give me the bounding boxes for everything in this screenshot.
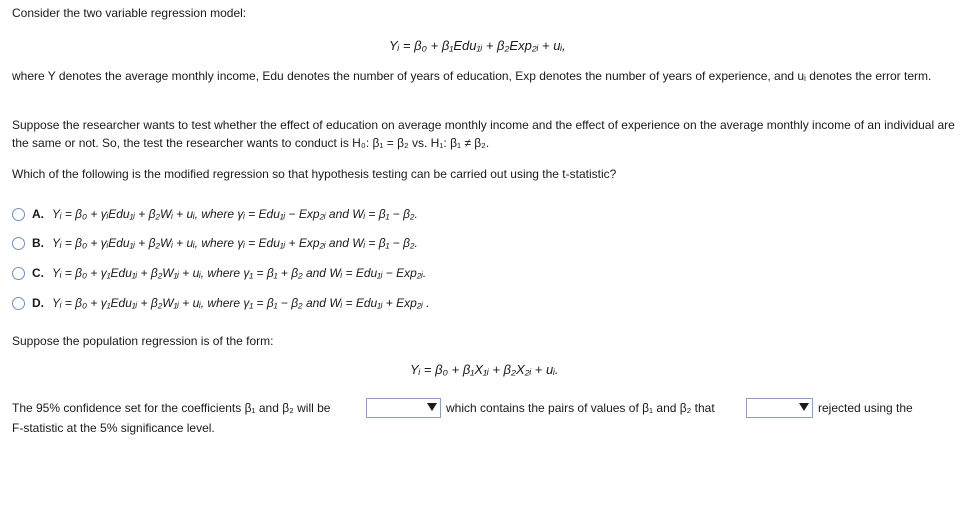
option-b-letter: B. [32, 236, 44, 250]
chevron-down-icon [427, 403, 437, 411]
confidence-text-3: rejected using the [818, 401, 913, 415]
radio-b[interactable] [12, 237, 25, 250]
option-c-letter: C. [32, 266, 44, 280]
radio-a[interactable] [12, 208, 25, 221]
intro-text: Consider the two variable regression model: [12, 6, 247, 20]
chevron-down-icon [799, 403, 809, 411]
hypothesis-text: Suppose the researcher wants to test whether the effect of education on average monthly income and the effect of experience on the average monthly income of an individual are the same or not. So, the test the researcher wants to conduct is H₀: β₁ = β₂ vs. H₁: β₁ ≠ β₂. [12, 118, 955, 150]
option-c[interactable] [12, 264, 426, 282]
option-a-text: Yᵢ = β₀ + γᵢEdu₁ᵢ + β₂Wᵢ + uᵢ, where γᵢ = Edu₁ᵢ − Exp₂ᵢ and Wᵢ = β₁ − β₂. [52, 207, 418, 221]
question-text: Which of the following is the modified regression so that hypothesis testing can be carried out using the t-statistic? [12, 167, 617, 181]
option-b-text: Yᵢ = β₀ + γᵢEdu₁ᵢ + β₂Wᵢ + uᵢ, where γᵢ = Edu₁ᵢ + Exp₂ᵢ and Wᵢ = β₁ − β₂. [52, 236, 418, 250]
option-a[interactable] [12, 205, 418, 223]
confidence-text-1: The 95% confidence set for the coefficients β₁ and β₂ will be [12, 401, 331, 415]
radio-d[interactable] [12, 297, 25, 310]
confidence-text-2: which contains the pairs of values of β₁ and β₂ that [446, 401, 715, 415]
population-equation: Yᵢ = β₀ + β₁X₁ᵢ + β₂X₂ᵢ + uᵢ. [410, 362, 559, 377]
radio-c[interactable] [12, 267, 25, 280]
option-b[interactable] [12, 234, 418, 252]
option-d[interactable] [12, 294, 430, 312]
option-d-letter: D. [32, 296, 44, 310]
option-c-text: Yᵢ = β₀ + γ₁Edu₁ᵢ + β₂W₁ᵢ + uᵢ, where γ₁ = β₁ + β₂ and Wᵢ = Edu₁ᵢ − Exp₂ᵢ. [52, 266, 427, 280]
definitions-text: where Y denotes the average monthly income, Edu denotes the number of years of education, Exp denotes the number of years of experience, and uᵢ denotes the error term. [12, 69, 932, 83]
confidence-select-1[interactable] [366, 398, 441, 418]
model-equation: Yᵢ = β₀ + β₁Edu₁ᵢ + β₂Exp₂ᵢ + uᵢ, [389, 38, 566, 53]
confidence-select-2[interactable] [746, 398, 813, 418]
option-d-text: Yᵢ = β₀ + γ₁Edu₁ᵢ + β₂W₁ᵢ + uᵢ, where γ₁ = β₁ − β₂ and Wᵢ = Edu₁ᵢ + Exp₂ᵢ . [52, 296, 430, 310]
confidence-text-4: F-statistic at the 5% significance level. [12, 421, 215, 435]
option-a-letter: A. [32, 207, 44, 221]
population-intro: Suppose the population regression is of the form: [12, 334, 274, 348]
